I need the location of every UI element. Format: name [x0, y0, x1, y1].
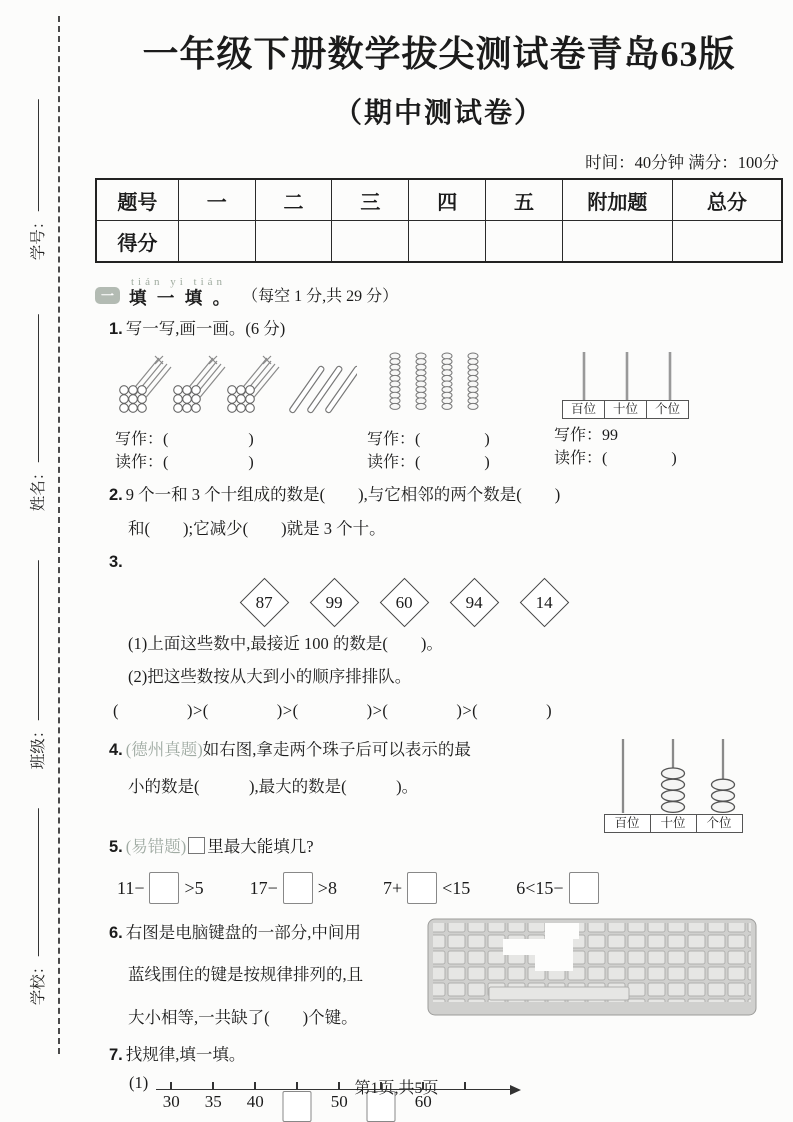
score-row-label: 得分	[96, 221, 178, 263]
seal-dashed-line	[58, 16, 60, 1054]
section-one-title-block	[129, 276, 233, 308]
name-label: 姓名：	[30, 464, 47, 512]
question-6-keyboard	[427, 918, 757, 1038]
answer-box	[569, 872, 599, 904]
score-header-cell: 一	[178, 179, 255, 221]
expression-pre: 7+	[382, 877, 403, 898]
expression-post: >8	[317, 877, 337, 898]
expression-item	[250, 872, 337, 904]
question-4-text	[109, 732, 595, 833]
page-subtitle: （期中测试卷）	[333, 98, 544, 129]
expression-item	[383, 872, 470, 904]
class-label: 班级：	[30, 722, 47, 770]
page-title: 一年级下册数学拔尖测试卷青岛63版	[142, 34, 736, 74]
section-one-score-note: （每空 1 分,共 29 分）	[242, 288, 399, 305]
score-header-cell: 题号	[96, 179, 178, 221]
abacus-with-beads-figure	[603, 736, 743, 814]
question-5-tag: (易错题)	[125, 837, 187, 857]
q4-place-value-box	[604, 814, 743, 833]
section-one-badge: 一	[95, 287, 120, 304]
tick-label: 30	[162, 1092, 180, 1112]
q1-g3-write-line: 写作：99	[553, 426, 618, 444]
diamond-value: 99	[326, 592, 343, 612]
score-table-score-row	[96, 221, 782, 263]
q1-g2-write-line: 写作：( )	[367, 430, 490, 448]
student-id-blank	[36, 100, 39, 212]
question-2-number: 2.	[109, 485, 123, 504]
time-score-info: 时间：40分钟 满分：100分	[585, 153, 779, 172]
question-4-abacus	[603, 736, 743, 833]
q1-g2-read-line: 读作：( )	[367, 453, 490, 471]
score-empty-cell	[332, 221, 409, 263]
score-header-cell: 三	[332, 179, 409, 221]
q1-g3-read-line: 读作：( )	[553, 449, 677, 467]
question-6-line2: 蓝线围住的键是按规律排列的,且	[128, 965, 364, 985]
tens-label: 十位	[604, 401, 646, 418]
score-empty-cell	[255, 221, 332, 263]
student-id-field	[26, 100, 48, 261]
question-3-sub1: (1)上面这些数中,最接近 100 的数是( )。	[128, 633, 443, 653]
question-3-text	[109, 550, 783, 575]
page-number: 第1页,共5页	[354, 1080, 439, 1097]
school-field	[26, 809, 48, 1006]
question-5-text	[109, 835, 783, 860]
question-7-number: 7.	[109, 1045, 123, 1064]
score-empty-cell	[486, 221, 563, 263]
question-4-number: 4.	[109, 741, 123, 760]
question-4-line2: 小的数是( ),最大的数是( )。	[128, 776, 419, 796]
class-blank	[36, 561, 39, 721]
school-blank	[36, 809, 39, 957]
tick-label: 50	[330, 1092, 348, 1112]
small-answer-box	[188, 837, 205, 854]
question-3-sub2: (2)把这些数按从大到小的顺序排排队。	[128, 666, 412, 686]
tick-label: 60	[414, 1092, 432, 1112]
q1-sticks-group	[115, 350, 357, 474]
q1-place-value-box	[562, 400, 689, 419]
question-6-text	[109, 912, 421, 1038]
class-field	[26, 561, 48, 770]
student-id-label: 学号：	[30, 213, 47, 261]
name-field	[26, 315, 48, 512]
empty-abacus-figure	[562, 350, 692, 400]
question-1-figures	[115, 350, 783, 474]
score-empty-cell	[562, 221, 672, 263]
diamond-number	[240, 577, 289, 626]
name-blank	[36, 315, 39, 463]
question-7-sub-label: (1)	[129, 1073, 149, 1093]
bead-rods-figure	[381, 350, 491, 412]
tick-label: 40	[246, 1092, 264, 1112]
answer-box	[283, 872, 313, 904]
question-7-body: 找规律,填一填。	[125, 1044, 246, 1064]
expression-post: >5	[184, 877, 204, 898]
expression-item	[117, 872, 204, 904]
diamond-number	[380, 577, 429, 626]
question-6-line3: 大小相等,一共缺了( )个键。	[128, 1007, 358, 1027]
score-header-cell: 四	[409, 179, 486, 221]
question-6	[109, 912, 783, 1038]
diamond-value: 60	[396, 592, 413, 612]
question-5-expressions	[117, 872, 783, 904]
expression-post: <15	[442, 877, 471, 898]
section-one-header	[95, 276, 783, 308]
score-empty-cell	[672, 221, 782, 263]
question-1-body: 写一写,画一画。(6 分)	[125, 319, 286, 338]
answer-box	[407, 872, 437, 904]
question-3-number: 3.	[109, 552, 123, 571]
question-4-line1: 如右图,拿走两个珠子后可以表示的最	[202, 740, 471, 760]
question-2-line2: 和( );它减少( )就是 3 个十。	[128, 518, 386, 538]
question-4	[109, 732, 783, 833]
question-2-line1: 9 个一和 3 个十组成的数是( ),与它相邻的两个数是( )	[125, 484, 561, 504]
question-6-line1: 右图是电脑键盘的一部分,中间用	[125, 923, 361, 943]
diamond-number	[520, 577, 569, 626]
question-4-source-tag: (德州真题)	[125, 740, 203, 760]
question-7-text	[109, 1043, 783, 1068]
q1-g1-write-line: 写作：( )	[115, 430, 254, 448]
ones-label: 个位	[696, 815, 742, 832]
answer-box	[149, 872, 179, 904]
diamond-value: 87	[256, 592, 273, 612]
keyboard-figure	[427, 918, 757, 1016]
diamond-number	[310, 577, 359, 626]
question-1-number: 1.	[109, 320, 123, 338]
q1-g1-read-line: 读作：( )	[115, 453, 254, 471]
diamond-value: 94	[466, 592, 483, 612]
hundreds-label: 百位	[614, 816, 640, 831]
section-one-pinyin: tián yi tián	[131, 276, 227, 288]
diamond-number	[450, 577, 499, 626]
question-5-number: 5.	[109, 838, 123, 857]
score-table	[95, 178, 783, 263]
question-1-text	[109, 317, 783, 342]
question-2-text	[109, 483, 783, 508]
expression-item	[516, 872, 603, 904]
score-empty-cell	[409, 221, 486, 263]
hundreds-label: 百位	[570, 401, 596, 416]
school-label: 学校：	[30, 958, 47, 1006]
tick-label: 35	[204, 1092, 222, 1112]
expression-pre: 6<15−	[516, 877, 564, 898]
ones-label: 个位	[646, 401, 688, 418]
score-header-cell: 五	[486, 179, 563, 221]
q1-rods-group	[357, 350, 534, 474]
question-6-number: 6.	[109, 924, 123, 943]
diamond-value: 14	[536, 592, 553, 612]
score-header-cell: 总分	[672, 179, 782, 221]
section-one-title: 填 一 填 。	[129, 288, 234, 308]
q1-abacus-group	[534, 350, 783, 474]
question-3-ordering-blanks: ( )>( )>( )>( )>( )	[113, 700, 553, 720]
expression-pre: 11−	[117, 877, 145, 898]
question-3-diamonds	[247, 585, 783, 620]
score-header-cell: 二	[255, 179, 332, 221]
score-empty-cell	[178, 221, 255, 263]
score-table-header-row	[96, 179, 782, 221]
score-header-cell: 附加题	[562, 179, 672, 221]
expression-pre: 17−	[249, 877, 278, 898]
question-5-body: 里最大能填几?	[207, 837, 314, 857]
tens-label: 十位	[650, 815, 696, 832]
stick-bundles-figure	[115, 350, 357, 420]
